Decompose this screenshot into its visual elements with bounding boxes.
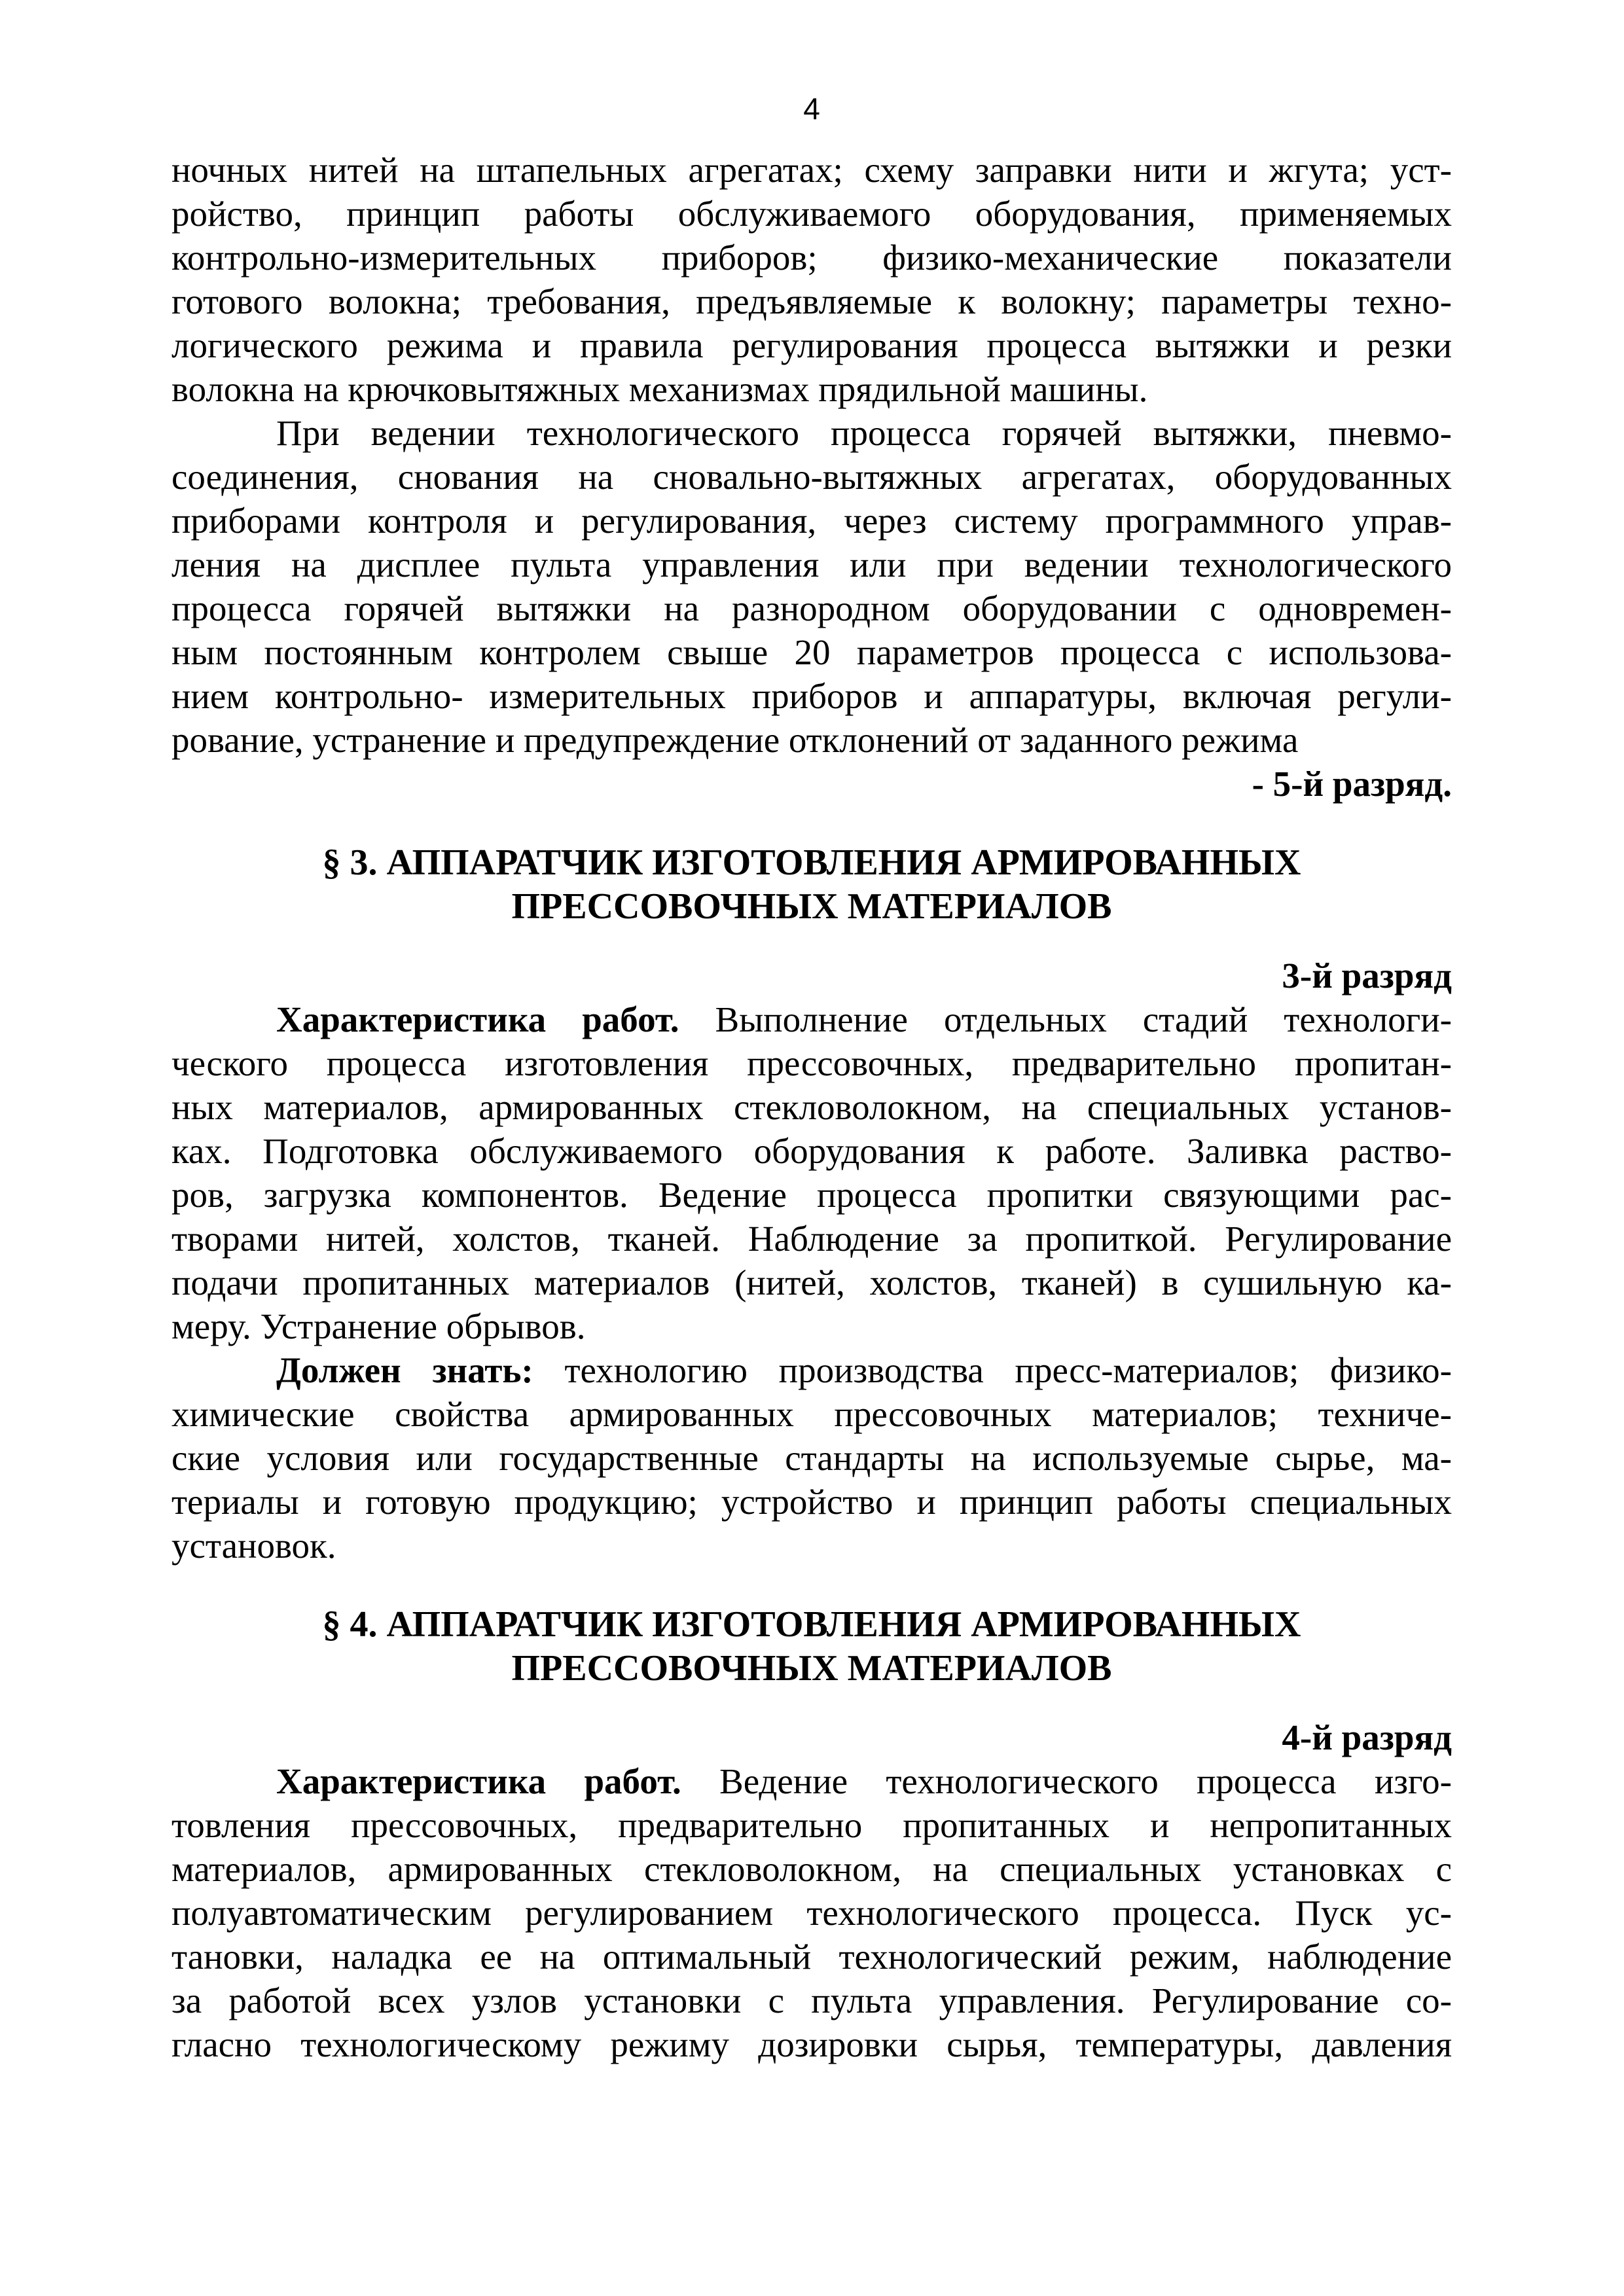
intro-line: ночных нитей на штапельных агрегатах; схему заправки нити и жгута; уст- bbox=[171, 150, 1452, 190]
section-4-work-text: Ведение технологического процесса изго- bbox=[681, 1761, 1452, 1801]
section-3-work-line: меру. Устранение обрывов. bbox=[171, 1306, 586, 1346]
grade-5: - 5-й разряд. bbox=[1252, 764, 1452, 804]
section-4-work-line bbox=[171, 1759, 1452, 1803]
page-number: 4 bbox=[803, 92, 820, 126]
section-3-know-text: технологию производства пресс-материалов; физико- bbox=[533, 1350, 1452, 1390]
section-3-know-line: териалы и готовую продукцию; устройство и принцип работы специальных bbox=[171, 1482, 1452, 1522]
intro-line: готового волокна; требования, предъявляемые к волокну; параметры техно- bbox=[171, 281, 1452, 321]
intro-line: ройство, принцип работы обслуживаемого оборудования, применяемых bbox=[171, 194, 1452, 234]
section-3-work-line: подачи пропитанных материалов (нитей, холстов, тканей) в сушильную ка- bbox=[171, 1263, 1452, 1302]
section-3-title-line2: ПРЕССОВОЧНЫХ МАТЕРИАЛОВ bbox=[511, 886, 1112, 927]
section-4-work-line: полуавтоматическим регулированием технологического процесса. Пуск ус- bbox=[171, 1893, 1452, 1933]
section-3-work-line: творами нитей, холстов, тканей. Наблюдение за пропиткой. Регулирование bbox=[171, 1219, 1452, 1259]
hot-draw-line: ным постоянным контролем свыше 20 параметров процесса с использова- bbox=[171, 632, 1452, 672]
hot-draw-line: приборами контроля и регулирования, через систему программного управ- bbox=[171, 501, 1452, 541]
section-4-work-line: тановки, наладка ее на оптимальный технологический режим, наблюдение bbox=[171, 1937, 1452, 1977]
section-4-work-line: за работой всех узлов установки с пульта управления. Регулирование со- bbox=[171, 1981, 1452, 2020]
hot-draw-line: процесса горячей вытяжки на разнородном оборудовании с одновремен- bbox=[171, 588, 1452, 628]
section-4-work-line: гласно технологическому режиму дозировки сырья, температуры, давления bbox=[171, 2024, 1452, 2064]
intro-line: волокна на крючковытяжных механизмах прядильной машины. bbox=[171, 369, 1148, 409]
section-3-work-line: ках. Подготовка обслуживаемого оборудования к работе. Заливка раство- bbox=[171, 1131, 1452, 1171]
intro-line: логического режима и правила регулирования процесса вытяжки и резки bbox=[171, 325, 1452, 365]
hot-draw-line: При ведении технологического процесса горячей вытяжки, пневмо- bbox=[276, 413, 1452, 453]
section-3-grade: 3-й разряд bbox=[1282, 956, 1452, 996]
hot-draw-line: рование, устранение и предупреждение отклонений от заданного режима bbox=[171, 720, 1299, 760]
section-4-work-line: товления прессовочных, предварительно пропитанных и непропитанных bbox=[171, 1805, 1452, 1845]
section-3-know-line: установок. bbox=[171, 1526, 336, 1566]
section-3-work-line bbox=[171, 997, 1452, 1041]
section-3-know-line: химические свойства армированных прессовочных материалов; техниче- bbox=[171, 1394, 1452, 1434]
intro-line: контрольно-измерительных приборов; физико-механические показатели bbox=[171, 238, 1452, 278]
section-3-work-line: ров, загрузка компонентов. Ведение процесса пропитки связующими рас- bbox=[171, 1175, 1452, 1215]
section-3-know-label: Должен знать: bbox=[276, 1350, 533, 1390]
section-4-work-line: материалов, армированных стекловолокном, на специальных установках с bbox=[171, 1849, 1452, 1889]
section-4-title-line1: § 4. АППАРАТЧИК ИЗГОТОВЛЕНИЯ АРМИРОВАННЫХ bbox=[322, 1604, 1301, 1645]
section-3-work-line: ных материалов, армированных стекловолокном, на специальных установ- bbox=[171, 1087, 1452, 1127]
document-body bbox=[171, 148, 1452, 2066]
section-3-work-text: Выполнение отдельных стадий технологи- bbox=[679, 999, 1452, 1039]
section-3-work-line: ческого процесса изготовления прессовочных, предварительно пропитан- bbox=[171, 1043, 1452, 1083]
section-4-work-label: Характеристика работ. bbox=[276, 1761, 681, 1801]
hot-draw-line: нием контрольно- измерительных приборов и аппаратуры, включая регули- bbox=[171, 676, 1452, 716]
hot-draw-line: ления на дисплее пульта управления или при ведении технологического bbox=[171, 545, 1452, 584]
section-3-know-line bbox=[171, 1348, 1452, 1392]
section-4-grade: 4-й разряд bbox=[1282, 1717, 1452, 1757]
section-4-title-line2: ПРЕССОВОЧНЫХ МАТЕРИАЛОВ bbox=[511, 1648, 1112, 1689]
section-3-know-line: ские условия или государственные стандарты на используемые сырье, ма- bbox=[171, 1438, 1452, 1478]
section-3-work-label: Характеристика работ. bbox=[276, 999, 679, 1039]
section-3-title-line1: § 3. АППАРАТЧИК ИЗГОТОВЛЕНИЯ АРМИРОВАННЫХ bbox=[322, 842, 1301, 883]
hot-draw-line: соединения, снования на сновально-вытяжных агрегатах, оборудованных bbox=[171, 457, 1452, 497]
